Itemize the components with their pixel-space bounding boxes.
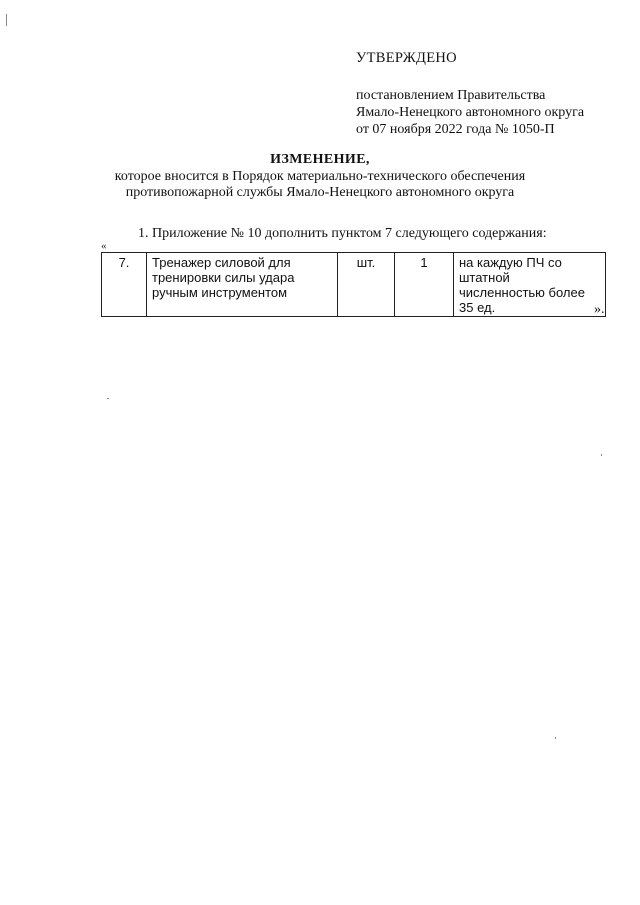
approval-line: от 07 ноября 2022 года № 1050-П bbox=[356, 122, 555, 137]
inserted-table bbox=[101, 252, 606, 317]
amendment-paragraph: 1. Приложение № 10 дополнить пунктом 7 следующего содержания: bbox=[138, 226, 547, 241]
approval-block bbox=[356, 50, 626, 138]
item-name-line: Тренажер силовой для bbox=[152, 255, 291, 270]
document-title-block bbox=[90, 152, 550, 201]
document-subtitle-line: противопожарной службы Ямало-Ненецкого автономного округа bbox=[125, 185, 515, 200]
approval-line: Ямало-Ненецкого автономного округа bbox=[356, 105, 585, 120]
opening-quote-mark: « bbox=[101, 240, 107, 252]
approval-line: постановлением Правительства bbox=[356, 88, 546, 103]
scan-dot bbox=[601, 454, 602, 456]
document-subtitle-line: которое вносится в Порядок материально-технического обеспечения bbox=[114, 169, 526, 184]
document-title: ИЗМЕНЕНИЕ, bbox=[270, 152, 370, 167]
scan-edge-mark bbox=[6, 14, 7, 26]
row-number-cell: 7. bbox=[102, 253, 147, 317]
table-row bbox=[102, 253, 606, 317]
unit-cell: шт. bbox=[338, 253, 395, 317]
quantity-cell: 1 bbox=[395, 253, 454, 317]
note-cell bbox=[454, 253, 606, 317]
item-name-cell bbox=[147, 253, 338, 317]
note-line: на каждую ПЧ со штатной bbox=[459, 255, 562, 285]
closing-quote-mark: ». bbox=[594, 302, 605, 317]
scan-dot bbox=[107, 398, 109, 399]
note-line: численностью более 35 ед. bbox=[459, 285, 585, 315]
item-name-line: ручным инструментом bbox=[152, 285, 288, 300]
approval-heading: УТВЕРЖДЕНО bbox=[356, 50, 457, 66]
scan-dot bbox=[555, 737, 556, 739]
item-name-line: тренировки силы удара bbox=[152, 270, 295, 285]
